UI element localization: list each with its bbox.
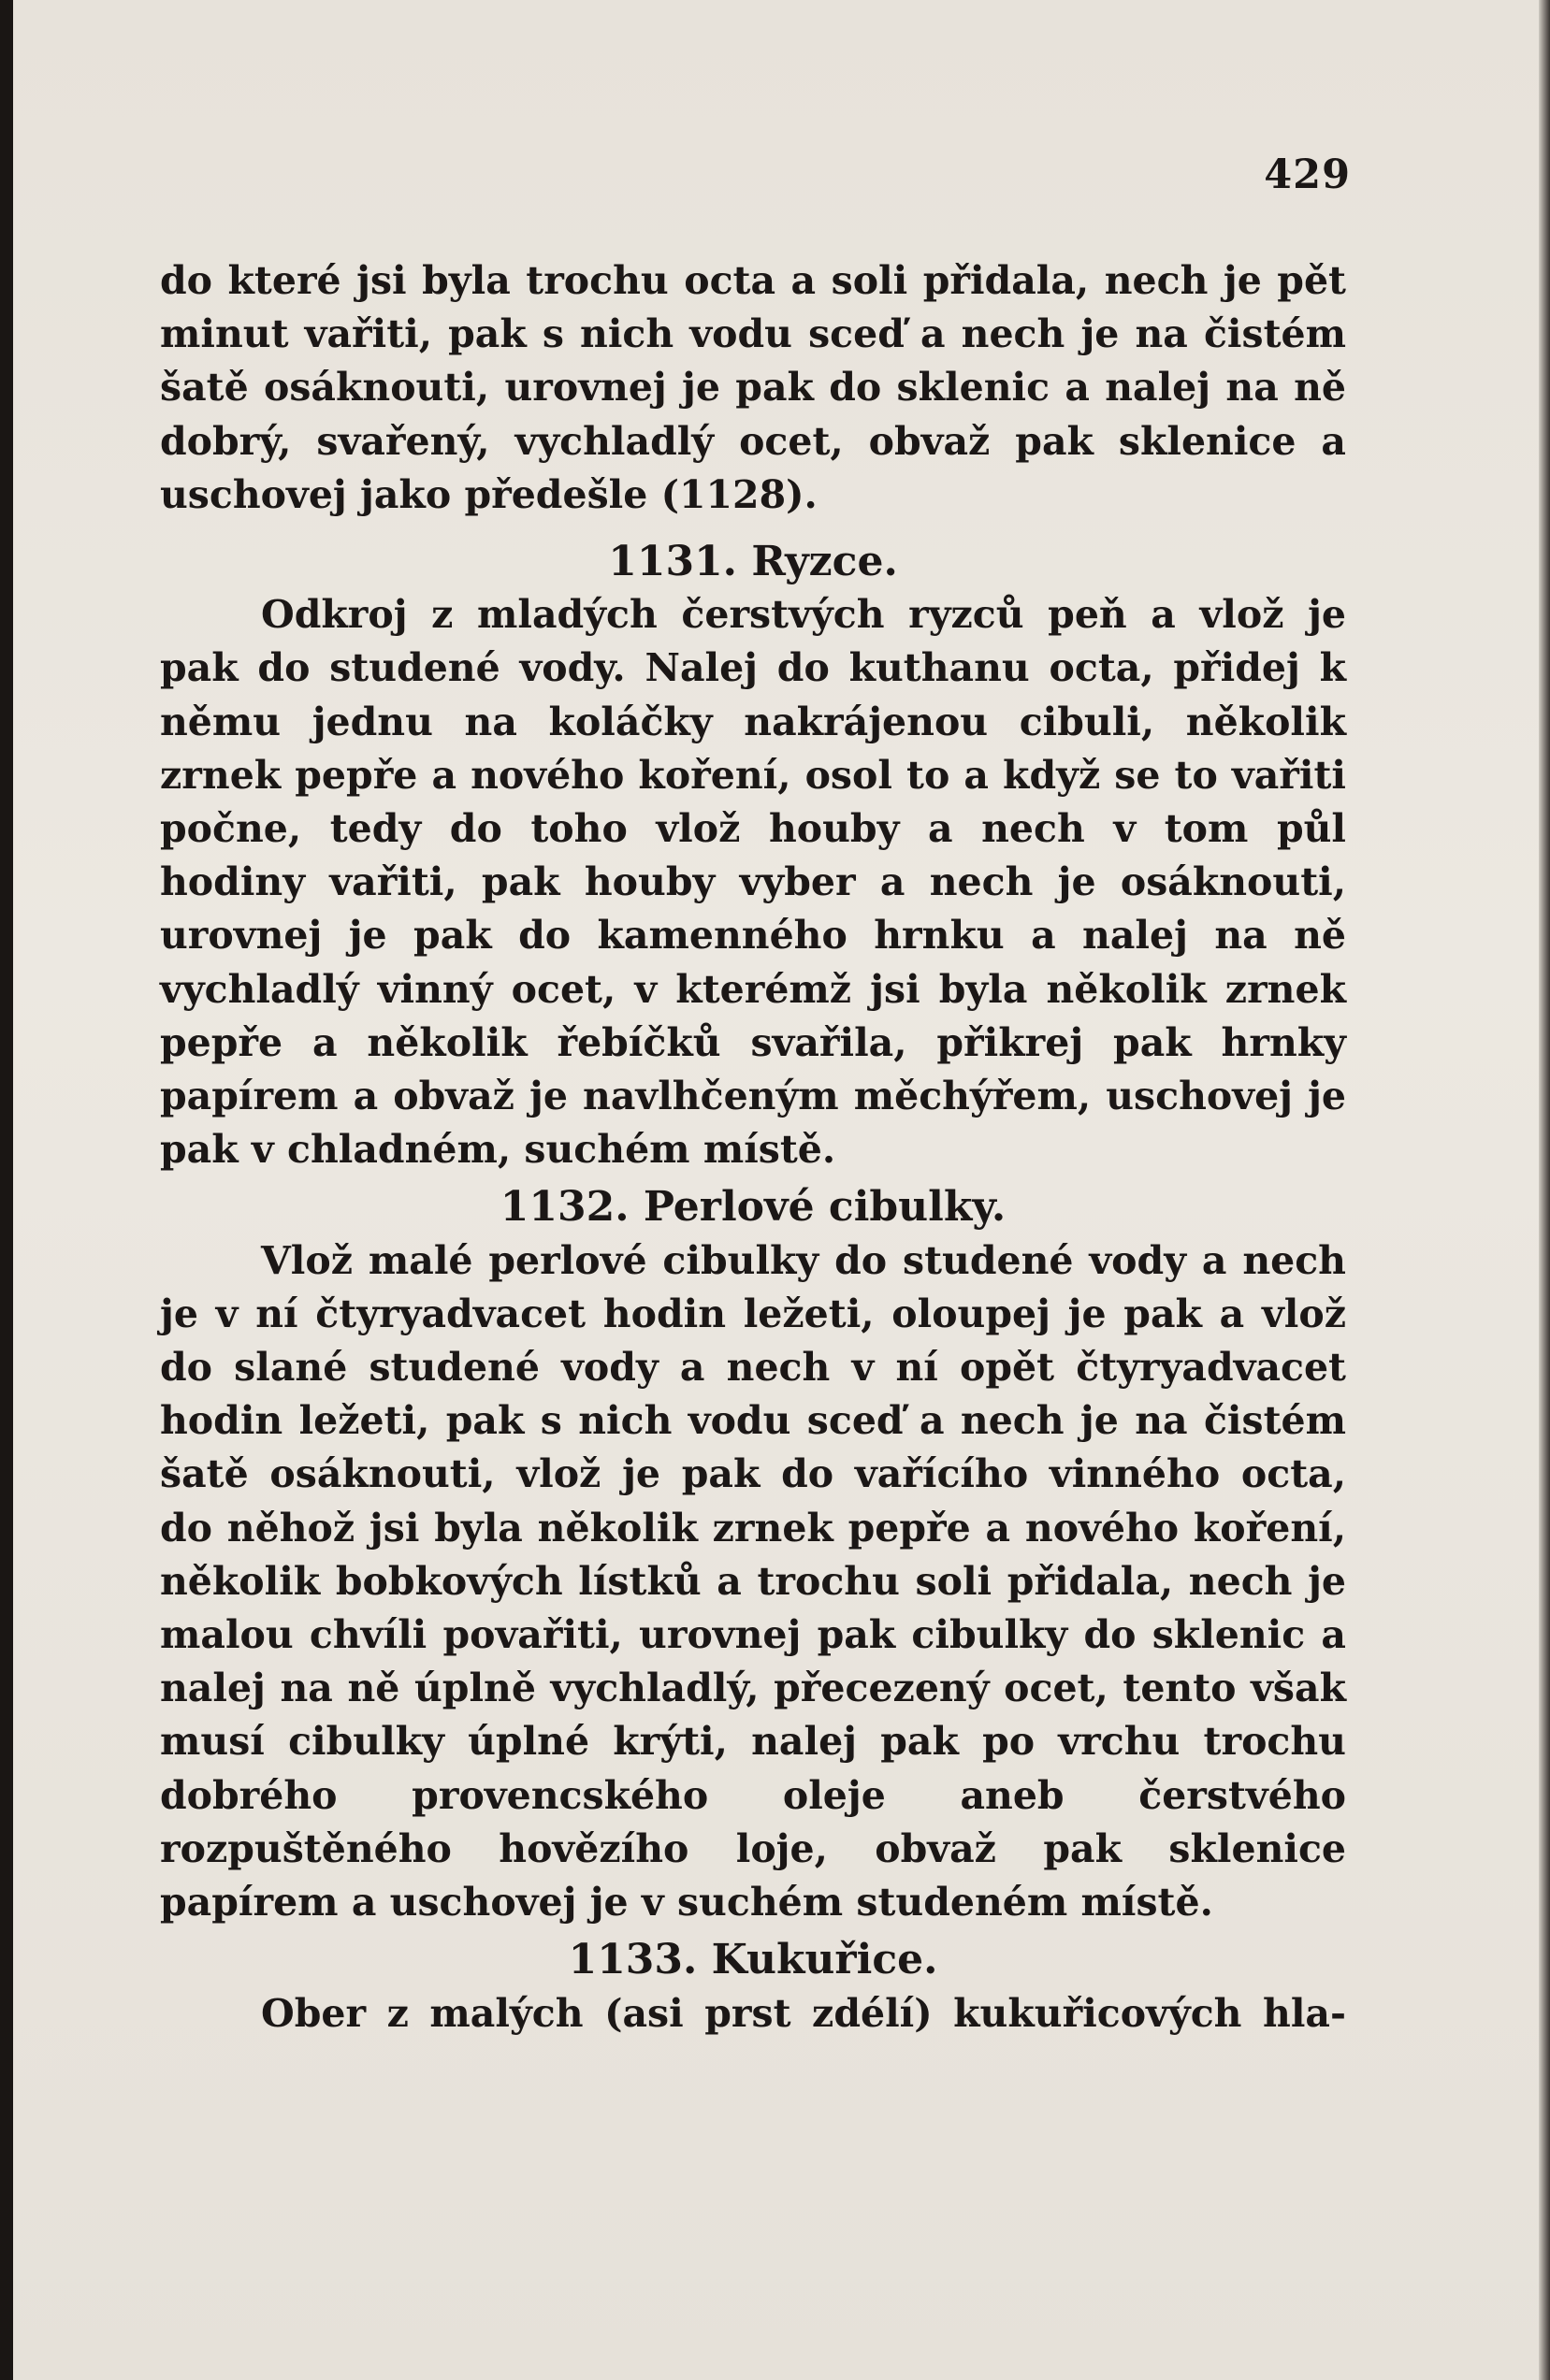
page-number: 429 [1264,151,1351,198]
scan-left-edge [0,0,13,2380]
recipe-heading-1131: 1131. Ryzce. [608,538,898,586]
page-body [160,254,1346,2041]
recipe-heading-1133: 1133. Kukuřice. [568,1936,938,1984]
recipe-text-1131: Odkroj z mladých čerstvých ryzců peň a vlož je pak do studené vody. Nalej do kuthanu octa, přidej k němu jednu na koláčky nakrájenou cibuli, několik zrnek pepře a nového koření, osol to a když se to vařiti počne, tedy do toho vlož houby a nech v tom půl hodiny vařiti, pak houby vyber a nech je osáknouti, urovnej je pak do kamenného hrnku a nalej na ně vychladlý vinný ocet, v kterémž jsi byla několik zrnek pepře a několik řebíčků svařila, přikrej pak hrnky papírem a obvaž je navlhčeným měchýřem, uschovej je pak v chladném, suchém místě. [160,592,1346,1173]
scan-right-edge [1539,0,1550,2380]
paragraph-continuation: do které jsi byla trochu octa a soli přidala, nech je pět minut vařiti, pak s nich vodu sceď a nech je na čistém šatě osáknouti, urovnej je pak do sklenic a nalej na ně dobrý, svařený, vychladlý ocet, obvaž pak sklenice a uschovej jako předešle (1128). [160,258,1346,517]
recipe-text-1132: Vlož malé perlové cibulky do studené vody a nech je v ní čtyryadvacet hodin ležeti, oloupej je pak a vlož do slané studené vody a nech v ní opět čtyryadvacet hodin ležeti, pak s nich vodu sceď a nech je na čistém šatě osáknouti, vlož je pak do vařícího vinného octa, do něhož jsi byla několik zrnek pepře a nového koření, několik bobkových lístků a trochu soli přidala, nech je malou chvíli povařiti, urovnej pak cibulky do sklenic a nalej na ně úplně vychladlý, přecezený ocet, tento však musí cibulky úplné krýti, nalej pak po vrchu trochu dobrého provencského oleje aneb čerstvého rozpuštěného hovězího loje, obvaž pak sklenice papírem a uschovej je v suchém studeném místě. [160,1237,1346,1926]
recipe-text-1133: Ober z malých (asi prst zdélí) kukuřicových hla- [261,1990,1346,2036]
recipe-heading-1132: 1132. Perlové cibulky. [500,1183,1007,1232]
